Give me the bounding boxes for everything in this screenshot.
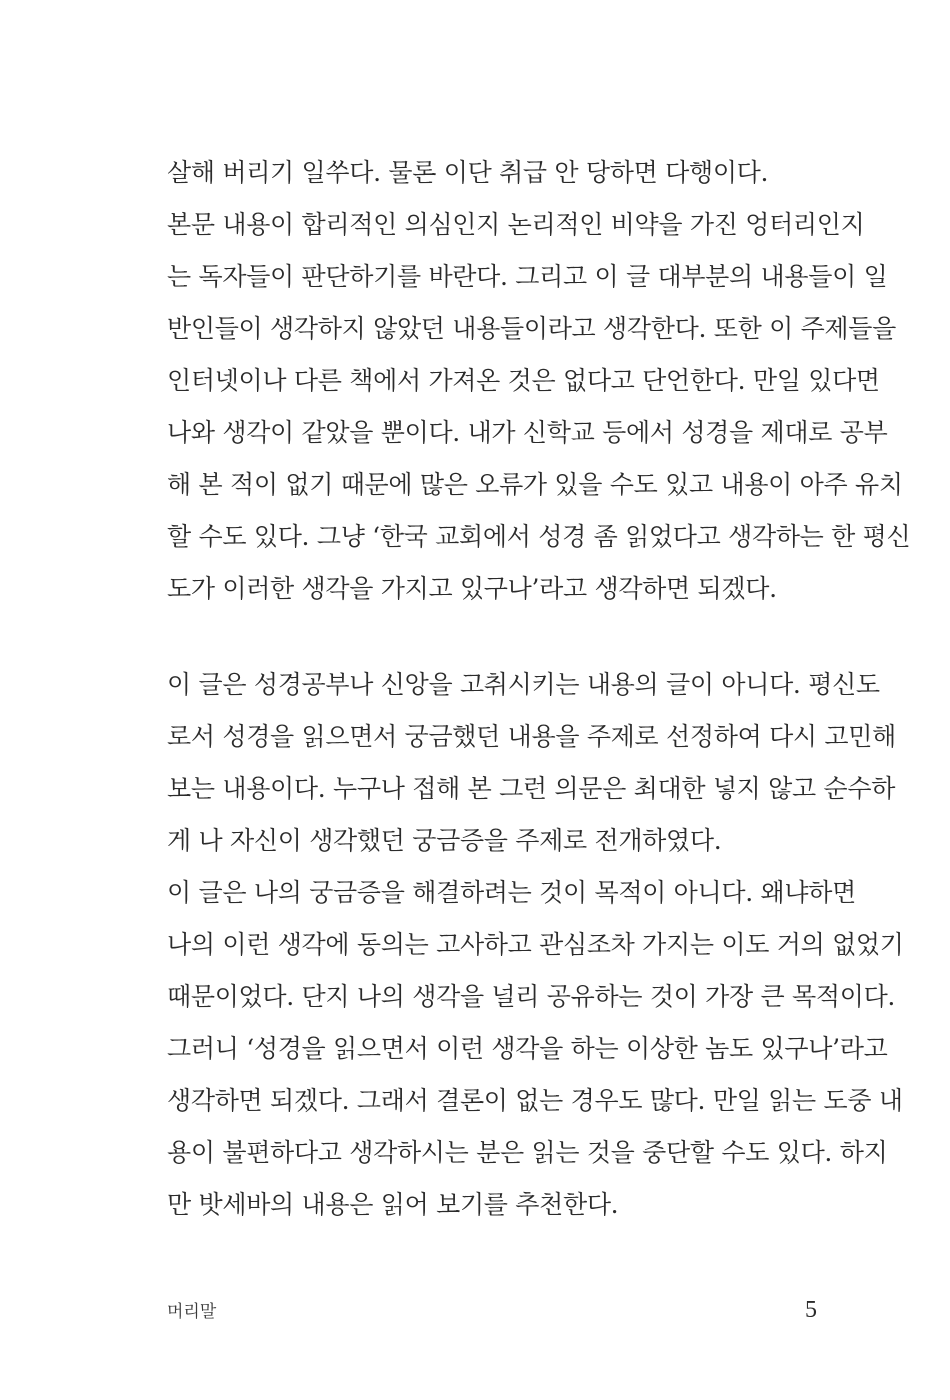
text-line: 나와 생각이 같았을 뿐이다. 내가 신학교 등에서 성경을 제대로 공부: [167, 418, 888, 447]
text-line: 인터넷이나 다른 책에서 가져온 것은 없다고 단언한다. 만일 있다면: [167, 366, 880, 395]
running-footer-section: 머리말: [167, 1302, 217, 1322]
text-line: 로서 성경을 읽으면서 궁금했던 내용을 주제로 선정하여 다시 고민해: [167, 722, 896, 751]
text-line: 이 글은 나의 궁금증을 해결하려는 것이 목적이 아니다. 왜냐하면: [167, 878, 856, 907]
text-line: 그러니 ‘성경을 읽으면서 이런 생각을 하는 이상한 놈도 있구나’라고: [167, 1034, 888, 1063]
text-line: 나의 이런 생각에 동의는 고사하고 관심조차 가지는 이도 거의 없었기: [167, 930, 904, 959]
text-line: 생각하면 되겠다. 그래서 결론이 없는 경우도 많다. 만일 읽는 도중 내: [167, 1086, 903, 1115]
text-line: 반인들이 생각하지 않았던 내용들이라고 생각한다. 또한 이 주제들을: [167, 314, 896, 343]
text-line: 만 밧세바의 내용은 읽어 보기를 추천한다.: [167, 1190, 619, 1219]
text-line: 이 글은 성경공부나 신앙을 고취시키는 내용의 글이 아니다. 평신도: [167, 670, 880, 699]
text-line: 보는 내용이다. 누구나 접해 본 그런 의문은 최대한 넣지 않고 순수하: [167, 774, 896, 803]
text-line: 때문이었다. 단지 나의 생각을 널리 공유하는 것이 가장 큰 목적이다.: [167, 982, 896, 1011]
text-line: 도가 이러한 생각을 가지고 있구나’라고 생각하면 되겠다.: [167, 574, 777, 603]
text-line: 용이 불편하다고 생각하시는 분은 읽는 것을 중단할 수도 있다. 하지: [167, 1138, 888, 1167]
text-line: 살해 버리기 일쑤다. 물론 이단 취급 안 당하면 다행이다.: [167, 158, 769, 187]
text-line: 게 나 자신이 생각했던 궁금증을 주제로 전개하였다.: [167, 826, 722, 855]
text-line: 할 수도 있다. 그냥 ‘한국 교회에서 성경 좀 읽었다고 생각하는 한 평신: [167, 522, 911, 551]
text-line: 해 본 적이 없기 때문에 많은 오류가 있을 수도 있고 내용이 아주 유치: [167, 470, 903, 499]
text-line: 는 독자들이 판단하기를 바란다. 그리고 이 글 대부분의 내용들이 일: [167, 262, 888, 291]
text-line: 본문 내용이 합리적인 의심인지 논리적인 비약을 가진 엉터리인지: [167, 210, 865, 239]
page-number: 5: [805, 1297, 817, 1323]
